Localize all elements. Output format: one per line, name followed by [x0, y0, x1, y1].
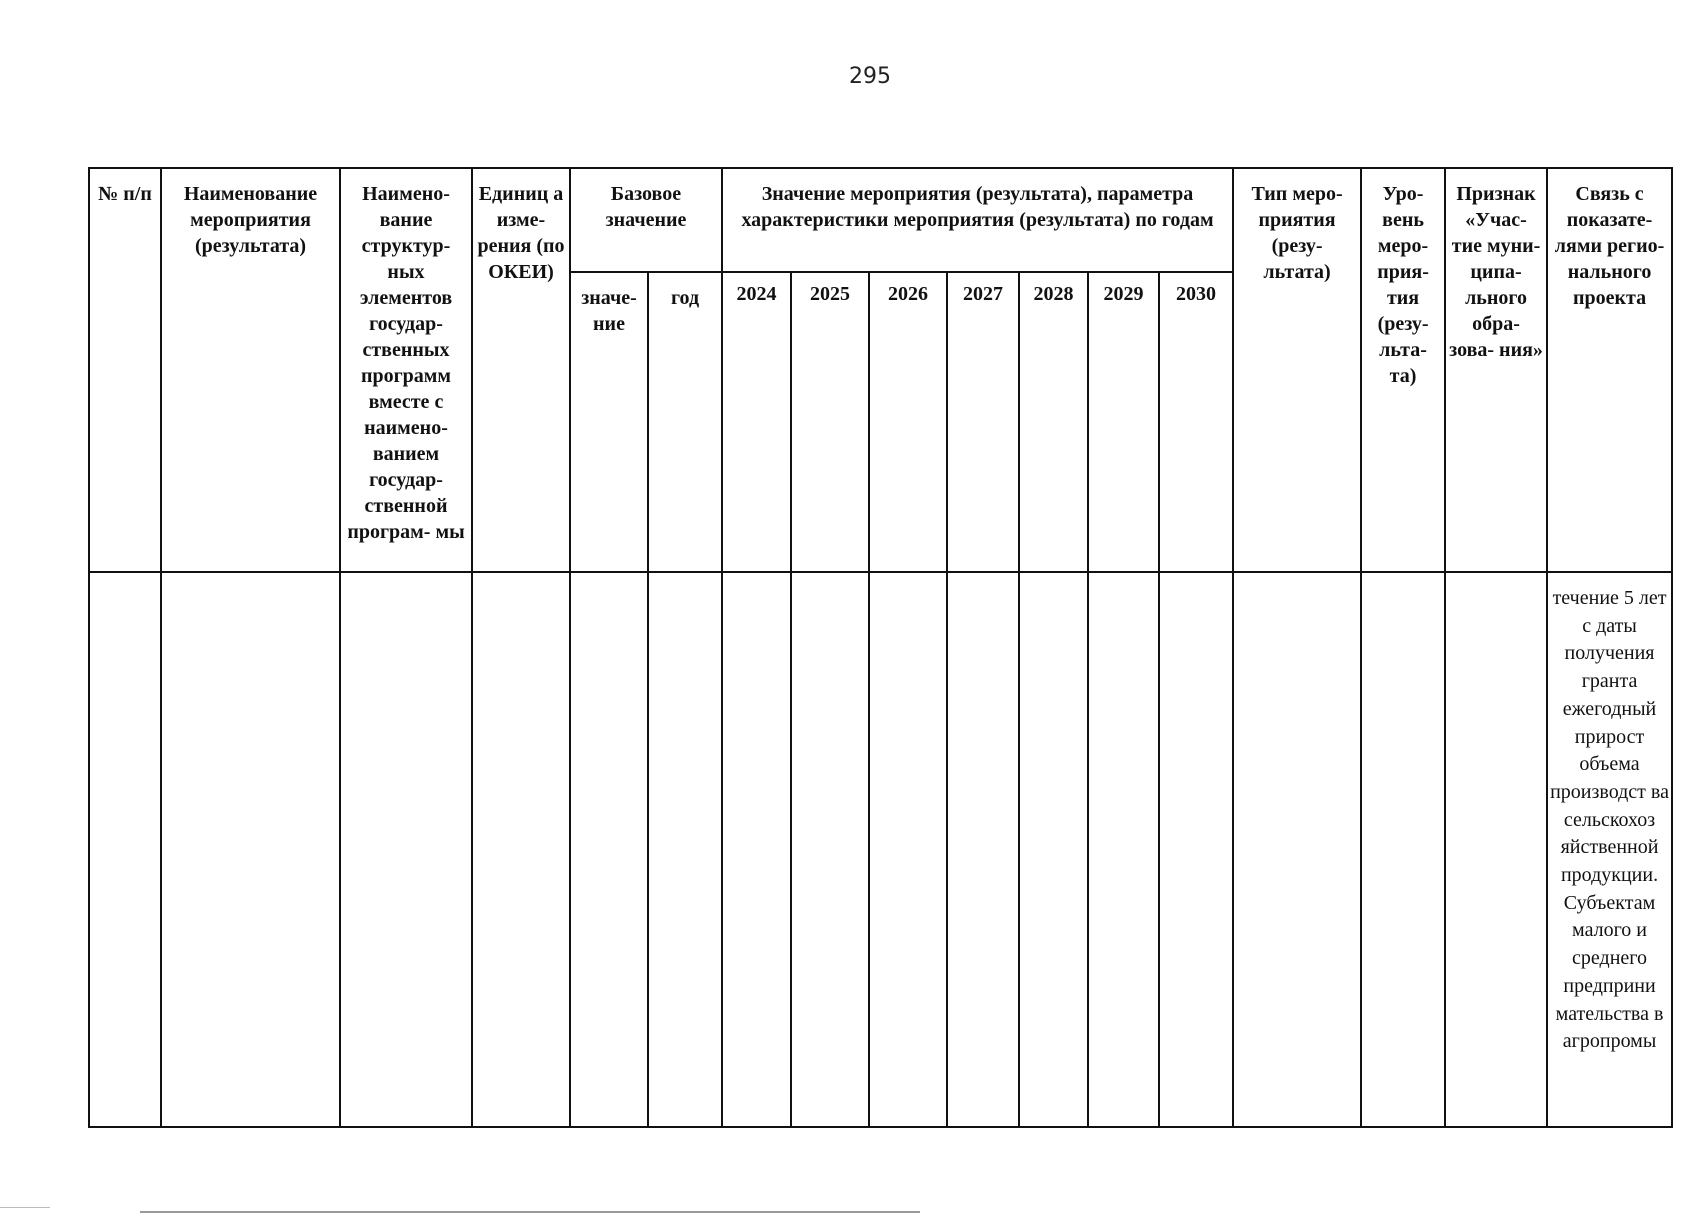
cell-2027 — [947, 572, 1019, 1127]
table-row — [89, 572, 1672, 1127]
cell-2030 — [1159, 572, 1233, 1127]
header-level: Уро- вень меро- прия- тия (резу- льта- та) — [1361, 168, 1445, 572]
header-year-2029: 2029 — [1088, 272, 1159, 572]
header-num: № п/п — [89, 168, 161, 572]
events-table — [88, 167, 1673, 1128]
header-event-name: Наименование мероприятия (результата) — [161, 168, 340, 572]
cell-unit — [472, 572, 570, 1127]
link-text: течение 5 лет с даты получения гранта ежегодный прирост объема производст ва сельскохоз яйственной продукции. Субъектам малого и среднего предприни мательства в агропромы — [1550, 587, 1669, 1053]
header-year-2030: 2030 — [1159, 272, 1233, 572]
header-values-by-year: Значение мероприятия (результата), параметра характеристики мероприятия (результата) по годам — [722, 168, 1233, 272]
header-base-value-value: значе- ние — [570, 272, 648, 572]
cell-structural-elements — [340, 572, 472, 1127]
cell-type — [1233, 572, 1361, 1127]
header-municipal: Признак «Учас- тие муни- ципа- льного обра- зова- ния» — [1445, 168, 1547, 572]
cell-2029 — [1088, 572, 1159, 1127]
header-base-value: Базовое значение — [570, 168, 722, 272]
cell-2026 — [869, 572, 947, 1127]
cell-base-year — [648, 572, 722, 1127]
header-base-value-year: год — [648, 272, 722, 572]
header-year-2027: 2027 — [947, 272, 1019, 572]
header-year-2026: 2026 — [869, 272, 947, 572]
cell-municipal — [1445, 572, 1547, 1127]
cell-2028 — [1019, 572, 1088, 1127]
header-year-2028: 2028 — [1019, 272, 1088, 572]
page-number: 295 — [849, 64, 891, 89]
footer-rule-left — [0, 1207, 50, 1208]
header-year-2025: 2025 — [791, 272, 869, 572]
header-unit: Единиц а изме- рения (по ОКЕИ) — [472, 168, 570, 572]
cell-event-name — [161, 572, 340, 1127]
cell-2024 — [722, 572, 791, 1127]
header-structural-elements: Наимено- вание структур- ных элементов государ- ственных программ вместе с наимено- ванием государ- ственной програм- мы — [340, 168, 472, 572]
cell-num — [89, 572, 161, 1127]
header-type: Тип меро- приятия (резу- льтата) — [1233, 168, 1361, 572]
cell-link — [1547, 572, 1672, 1127]
cell-base-value — [570, 572, 648, 1127]
cell-level — [1361, 572, 1445, 1127]
header-year-2024: 2024 — [722, 272, 791, 572]
header-link: Связь с показате- лями регио- нального проекта — [1547, 168, 1672, 572]
cell-2025 — [791, 572, 869, 1127]
